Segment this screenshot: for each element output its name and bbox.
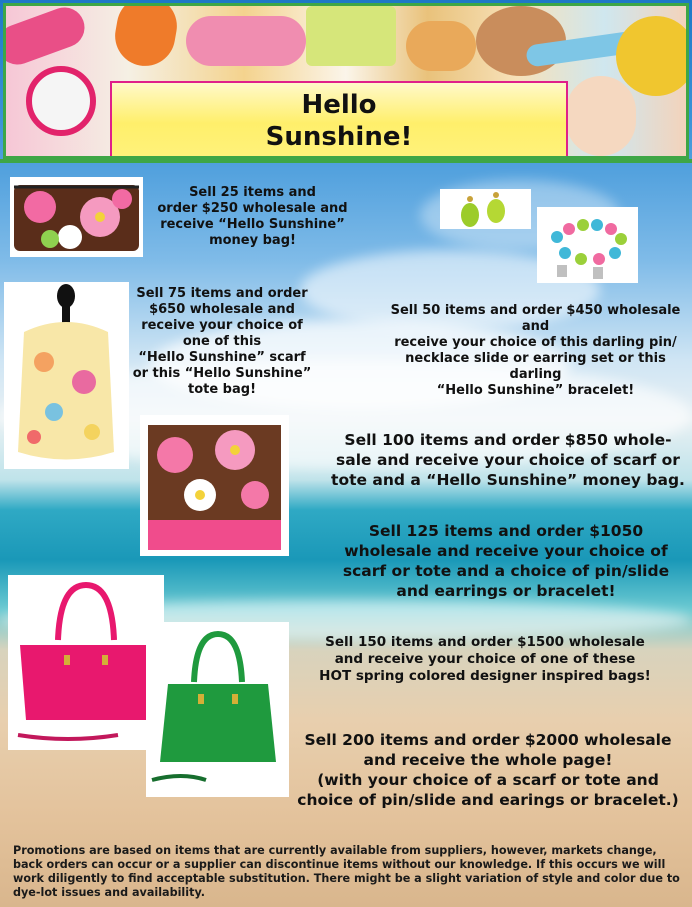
offer-line: choice of pin/slide and earings or bracelet.): [297, 791, 679, 809]
bracelet-image: [537, 207, 638, 283]
scarf-image: [4, 282, 129, 469]
offer-line: Sell 200 items and order $2000 wholesale: [304, 731, 672, 749]
offer-100-items: [330, 430, 686, 490]
bronzer-decoration: [406, 21, 476, 71]
offer-line: receive your choice of this darling pin/: [394, 335, 677, 350]
offer-line: wholesale and receive your choice of: [344, 542, 668, 560]
offer-200-items: [292, 730, 684, 810]
puff-decoration: [566, 76, 636, 156]
offer-line: tote and a “Hello Sunshine” money bag.: [331, 471, 685, 489]
offer-line: Sell 50 items and order $450 wholesale and: [390, 303, 681, 334]
offer-line: or this “Hello Sunshine”: [132, 366, 312, 381]
offer-line: and receive your choice of one of these: [334, 651, 636, 667]
earrings-illustration: [440, 189, 531, 229]
scarf-illustration: [4, 282, 129, 469]
title-box: [110, 81, 568, 158]
offer-150-items: [305, 634, 665, 685]
header-banner: [3, 3, 689, 159]
money-bag-image: [10, 177, 143, 257]
lip-gloss-decoration: [110, 3, 181, 71]
offer-line: Sell 100 items and order $850 whole-: [344, 431, 672, 449]
offer-line: HOT spring colored designer inspired bags!: [319, 668, 651, 684]
offer-50-items: [378, 303, 692, 399]
offer-line: order $250 wholesale and: [157, 201, 348, 216]
offer-line: Sell 125 items and order $1050: [368, 522, 644, 540]
tote-image: [140, 415, 289, 556]
green-bag-illustration: [146, 622, 289, 797]
page-title-line2: Sunshine!: [265, 122, 413, 152]
offer-75-items: [132, 286, 312, 398]
bracelet-illustration: [537, 207, 638, 283]
offer-line: necklace slide or earring set or this darling: [405, 351, 666, 382]
offer-line: and receive the whole page!: [363, 751, 613, 769]
divider: [0, 159, 692, 163]
offer-line: “Hello Sunshine” bracelet!: [436, 383, 635, 398]
offer-line: Sell 150 items and order $1500 wholesale: [325, 634, 645, 650]
offer-line: sale and receive your choice of scarf or: [336, 451, 680, 469]
pencil-decoration: [306, 6, 396, 66]
offer-line: one of this: [182, 334, 262, 349]
offer-125-items: [330, 521, 682, 601]
offer-line: receive your choice of: [141, 318, 303, 333]
offer-line: scarf or tote and a choice of pin/slide: [342, 562, 670, 580]
offer-line: $650 wholesale and: [149, 302, 295, 317]
offer-line: money bag!: [209, 233, 296, 248]
pink-bag-image: [8, 575, 164, 750]
offer-line: tote bag!: [187, 382, 256, 397]
money-bag-illustration: [10, 177, 143, 257]
lipstick-decoration: [3, 3, 90, 70]
offer-line: Sell 75 items and order: [136, 286, 308, 301]
page-title-line1: Hello: [301, 90, 377, 120]
tote-illustration: [140, 415, 289, 556]
sponge-decoration: [616, 16, 689, 96]
offer-line: receive “Hello Sunshine”: [160, 217, 345, 232]
offer-line: “Hello Sunshine” scarf: [138, 350, 306, 365]
rose-decoration: [26, 66, 96, 136]
brush-decoration: [186, 16, 306, 66]
offer-line: (with your choice of a scarf or tote and: [317, 771, 659, 789]
offer-line: and earrings or bracelet!: [396, 582, 616, 600]
offer-line: Sell 25 items and: [189, 185, 316, 200]
pink-bag-illustration: [8, 575, 164, 750]
earrings-image: [440, 189, 531, 229]
green-bag-image: [146, 622, 289, 797]
disclaimer-text: Promotions are based on items that are currently available from suppliers, however, markets change, back orders can occur or a supplier can discontinue items without our knowledge. If this occurs we will work diligently to find acceptable substitution. There might be a slight variation of style and color due to dye-lot issues and availability.: [13, 844, 680, 899]
offer-25-items: [155, 185, 350, 249]
